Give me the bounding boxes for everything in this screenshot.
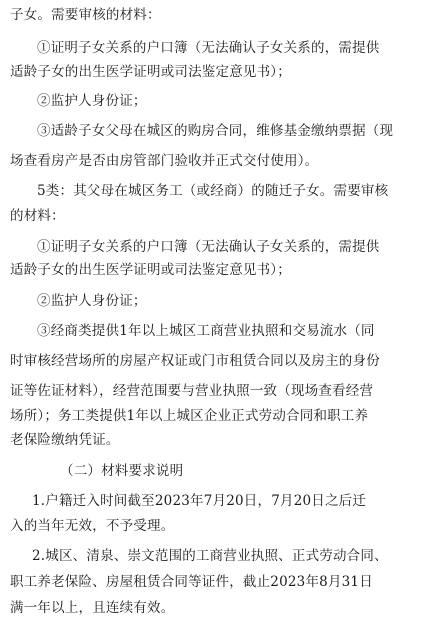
text-line: 适龄子女的出生医学证明或司法鉴定意见书）；	[10, 262, 291, 278]
text-line: 5类：其父母在城区务工（或经商）的随迁子女。需要审核	[37, 183, 389, 199]
text-line: 2.城区、清泉、崇文范围的工商营业执照、正式劳动合同、	[32, 548, 388, 564]
text-line: 的材料：	[10, 208, 65, 224]
text-line: 职工养老保险、房屋租赁合同等证件，截止2023年8月31日	[10, 574, 373, 590]
text-line: 证等佐证材料），经营范围要与营业执照一致（现场查看经营	[10, 383, 374, 399]
section-heading: （二）材料要求说明	[60, 463, 184, 479]
text-line: ③经商类提供1年以上城区工商营业执照和交易流水（同	[37, 323, 375, 339]
text-line: 场所）；务工类提供1年以上城区企业正式劳动合同和职工养	[10, 408, 369, 424]
text-line: ③适龄子女父母在城区的购房合同，维修基金缴纳票据（现	[37, 123, 394, 139]
text-line: ②监护人身份证；	[37, 93, 147, 109]
text-line: ②监护人身份证；	[37, 293, 147, 309]
text-line: ①证明子女关系的户口簿（无法确认子女关系的，需提供	[37, 40, 380, 56]
text-line: 时审核经营场所的房屋产权证或门市租赁合同以及房主的身份	[10, 353, 380, 369]
text-line: 场查看房产是否由房管部门验收并正式交付使用）。	[10, 153, 319, 169]
text-line: 子女。需要审核的材料：	[10, 7, 161, 23]
text-line: 老保险缴纳凭证。	[10, 432, 120, 448]
text-line: ①证明子女关系的户口簿（无法确认子女关系的，需提供	[37, 239, 380, 255]
text-line: 适龄子女的出生医学证明或司法鉴定意见书）；	[10, 64, 291, 80]
text-line: 1.户籍迁入时间截至2023年7月20日，7月20日之后迁	[32, 493, 367, 509]
text-line: 满一年以上，且连续有效。	[10, 600, 175, 616]
text-line: 入的当年无效，不予受理。	[10, 518, 175, 534]
